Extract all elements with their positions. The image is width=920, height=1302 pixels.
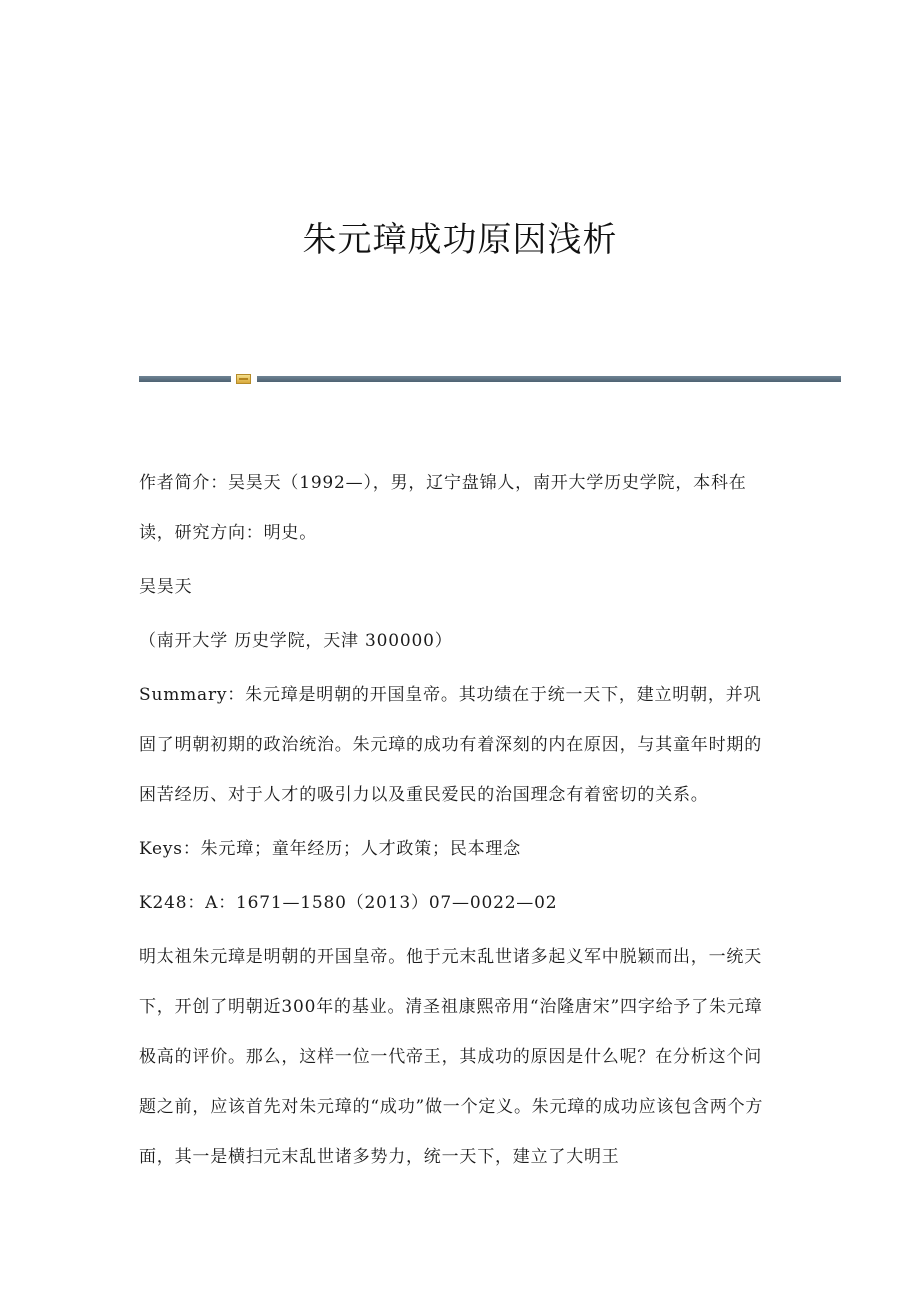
title-divider <box>139 374 841 384</box>
body-paragraph: 明太祖朱元璋是明朝的开国皇帝。他于元末乱世诸多起义军中脱颖而出，一统天下，开创了明朝近300年的基业。清圣祖康熙帝用“治隆唐宋”四字给予了朱元璋极高的评价。那么，这样一位一代帝王，其成功的原因是什么呢？在分析这个问题之前，应该首先对朱元璋的“成功”做一个定义。朱元璋的成功应该包含两个方面，其一是横扫元末乱世诸多势力，统一天下，建立了大明王 <box>139 947 764 1167</box>
divider-bar-left <box>139 376 231 382</box>
author-name: 吴昊天 <box>139 577 193 597</box>
divider-bar-right <box>257 376 841 382</box>
keywords: Keys：朱元璋；童年经历；人才政策；民本理念 <box>139 839 522 859</box>
document-title: 朱元璋成功原因浅析 <box>302 220 618 260</box>
divider-ornament-icon <box>236 374 251 384</box>
affiliation: （南开大学 历史学院，天津 300000） <box>139 631 453 651</box>
classification-code: K248：A：1671—1580（2013）07—0022—02 <box>139 893 558 913</box>
document-body <box>139 458 779 1182</box>
author-bio: 作者简介：吴昊天（1992—），男，辽宁盘锦人，南开大学历史学院，本科在读，研究方向：明史。 <box>139 473 747 543</box>
summary: Summary：朱元璋是明朝的开国皇帝。其功绩在于统一天下，建立明朝，并巩固了明朝初期的政治统治。朱元璋的成功有着深刻的内在原因，与其童年时期的困苦经历、对于人才的吸引力以及重民爱民的治国理念有着密切的关系。 <box>139 685 762 805</box>
